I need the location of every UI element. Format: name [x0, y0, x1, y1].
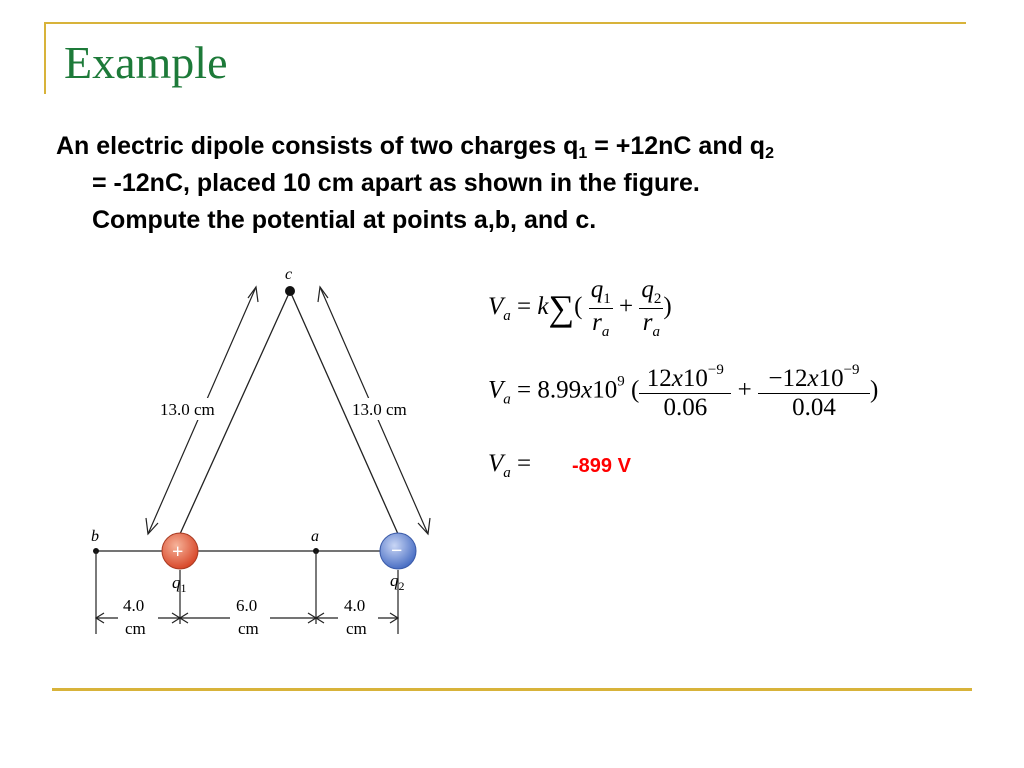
plus-sign: + [172, 541, 184, 563]
point-a-label: a [311, 528, 319, 545]
dim3-value: 4.0 [344, 596, 366, 615]
frame-left-line [44, 22, 46, 94]
dipole-figure [88, 262, 438, 647]
q2-label: $q_2$ [390, 571, 405, 593]
minus-sign: − [391, 540, 403, 562]
fraction-first-term: $\frac{12x10^{-9}}{0.06}$ [639, 362, 731, 422]
dim2-value: 6.0 [236, 596, 258, 615]
fraction-q1-ra: $\frac{q_1}{r_a}$ [590, 276, 611, 340]
point-b-label: b [91, 528, 99, 545]
slide-title: Example [64, 37, 228, 88]
frame-top-line [44, 22, 966, 24]
right-side-length: 13.0 cm [352, 400, 407, 419]
dim2-unit: cm [238, 619, 259, 638]
problem-line3: Compute the potential at points a,b, and c. [92, 206, 597, 234]
dim1-unit: cm [125, 619, 146, 638]
dim1-value: 4.0 [123, 596, 145, 615]
point-c [285, 286, 295, 296]
answer-value: -899 V [572, 455, 631, 477]
equation-substituted: $V_a = 8.99x10^9$ ( $\frac{12x10^{-9}}{0.06}$ + $\frac{-12x10^{-9}}{0.04}$ ) [488, 362, 879, 421]
equation-general: $V_a = k\sum$( $\frac{q_1}{r_a}$ + $\frac{q_2}{r_a}$ ) [488, 276, 672, 340]
q1-label: $q_1$ [172, 573, 187, 595]
left-side-length: 13.0 cm [160, 400, 215, 419]
problem-statement [56, 128, 976, 239]
problem-line2: = -12nC, placed 10 cm apart as shown in the figure. [92, 169, 700, 197]
dim3-unit: cm [346, 619, 367, 638]
problem-line1: An electric dipole consists of two charges $q_1 = +12nC$ and $q_2$ [56, 132, 774, 162]
equation-result: $V_a$ = [488, 450, 532, 481]
point-c-label: c [285, 266, 293, 283]
fraction-q2-ra: $\frac{q_2}{r_a}$ [641, 276, 662, 340]
frame-bottom-line [52, 688, 972, 691]
fraction-second-term: $\frac{-12x10^{-9}}{0.04}$ [758, 362, 870, 422]
